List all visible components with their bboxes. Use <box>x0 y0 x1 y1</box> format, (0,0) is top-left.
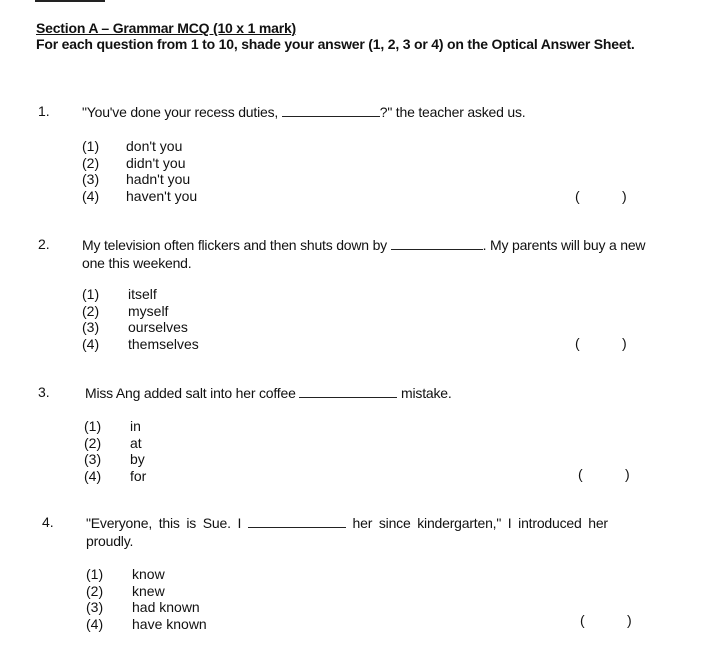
bracket-close: ) <box>622 188 627 204</box>
option-number: (4) <box>82 187 100 204</box>
bracket-open: ( <box>578 466 583 482</box>
question-text-after: her since kindergarten," I introduced her proudly. <box>86 515 608 549</box>
question-text <box>82 236 657 272</box>
option-text: knew <box>132 582 165 599</box>
option-text: themselves <box>128 335 199 352</box>
option-text: itself <box>128 286 157 302</box>
question-text <box>85 384 657 402</box>
option-number: (1) <box>84 418 102 434</box>
option-number: (4) <box>86 615 104 632</box>
answer-blank <box>248 515 346 528</box>
option-text: for <box>130 467 147 484</box>
question-number: 3. <box>38 384 50 400</box>
option-text: hadn't you <box>126 171 191 187</box>
question-text-after: mistake. <box>397 385 452 401</box>
option-text: at <box>130 434 142 451</box>
question-text <box>82 103 654 121</box>
question-text-after: . My parents will buy a new one this weekend. <box>82 237 646 271</box>
option-number: (3) <box>84 451 102 467</box>
section-title: Section A – Grammar MCQ (10 x 1 mark) <box>36 20 296 36</box>
option-text: haven't you <box>126 187 198 204</box>
option-number: (3) <box>82 171 100 187</box>
question-text-before: Miss Ang added salt into her coffee <box>85 385 300 401</box>
option-number: (2) <box>82 302 100 319</box>
instructions: For each question from 1 to 10, shade your answer (1, 2, 3 or 4) on the Optical Answer Sheet. <box>36 36 635 52</box>
question-text-before: "You've done your recess duties, <box>82 104 282 120</box>
question-number: 2. <box>38 236 50 252</box>
bracket-close: ) <box>627 612 632 628</box>
option-text: myself <box>128 302 169 319</box>
bracket-close: ) <box>625 466 630 482</box>
option-number: (2) <box>82 154 100 171</box>
option-number: (1) <box>82 286 100 302</box>
bracket-close: ) <box>622 335 627 351</box>
option-number: (1) <box>82 138 100 154</box>
question-text-before: "Everyone, this is Sue. I <box>86 515 248 531</box>
answer-blank <box>391 237 483 250</box>
option-text: by <box>130 451 145 467</box>
option-text: didn't you <box>126 154 186 171</box>
option-number: (3) <box>86 599 104 615</box>
option-text: know <box>132 566 165 582</box>
option-number: (2) <box>84 434 102 451</box>
option-number: (1) <box>86 566 104 582</box>
top-rule <box>35 0 105 2</box>
option-number: (4) <box>84 467 102 484</box>
bracket-open: ( <box>580 612 585 628</box>
option-text: in <box>130 418 141 434</box>
question-text-before: My television often flickers and then shuts down by <box>82 237 391 253</box>
option-number: (2) <box>86 582 104 599</box>
option-text: don't you <box>126 138 183 154</box>
option-number: (4) <box>82 335 100 352</box>
bracket-open: ( <box>575 335 580 351</box>
answer-blank <box>299 385 397 398</box>
option-text: ourselves <box>128 319 188 335</box>
question-number: 1. <box>38 103 50 119</box>
option-text: had known <box>132 599 200 615</box>
question-text <box>86 514 661 550</box>
option-number: (3) <box>82 319 100 335</box>
question-text-after: ?" the teacher asked us. <box>379 104 526 120</box>
question-number: 4. <box>42 514 54 530</box>
bracket-open: ( <box>575 188 580 204</box>
option-text: have known <box>132 615 207 632</box>
answer-blank <box>282 104 380 117</box>
